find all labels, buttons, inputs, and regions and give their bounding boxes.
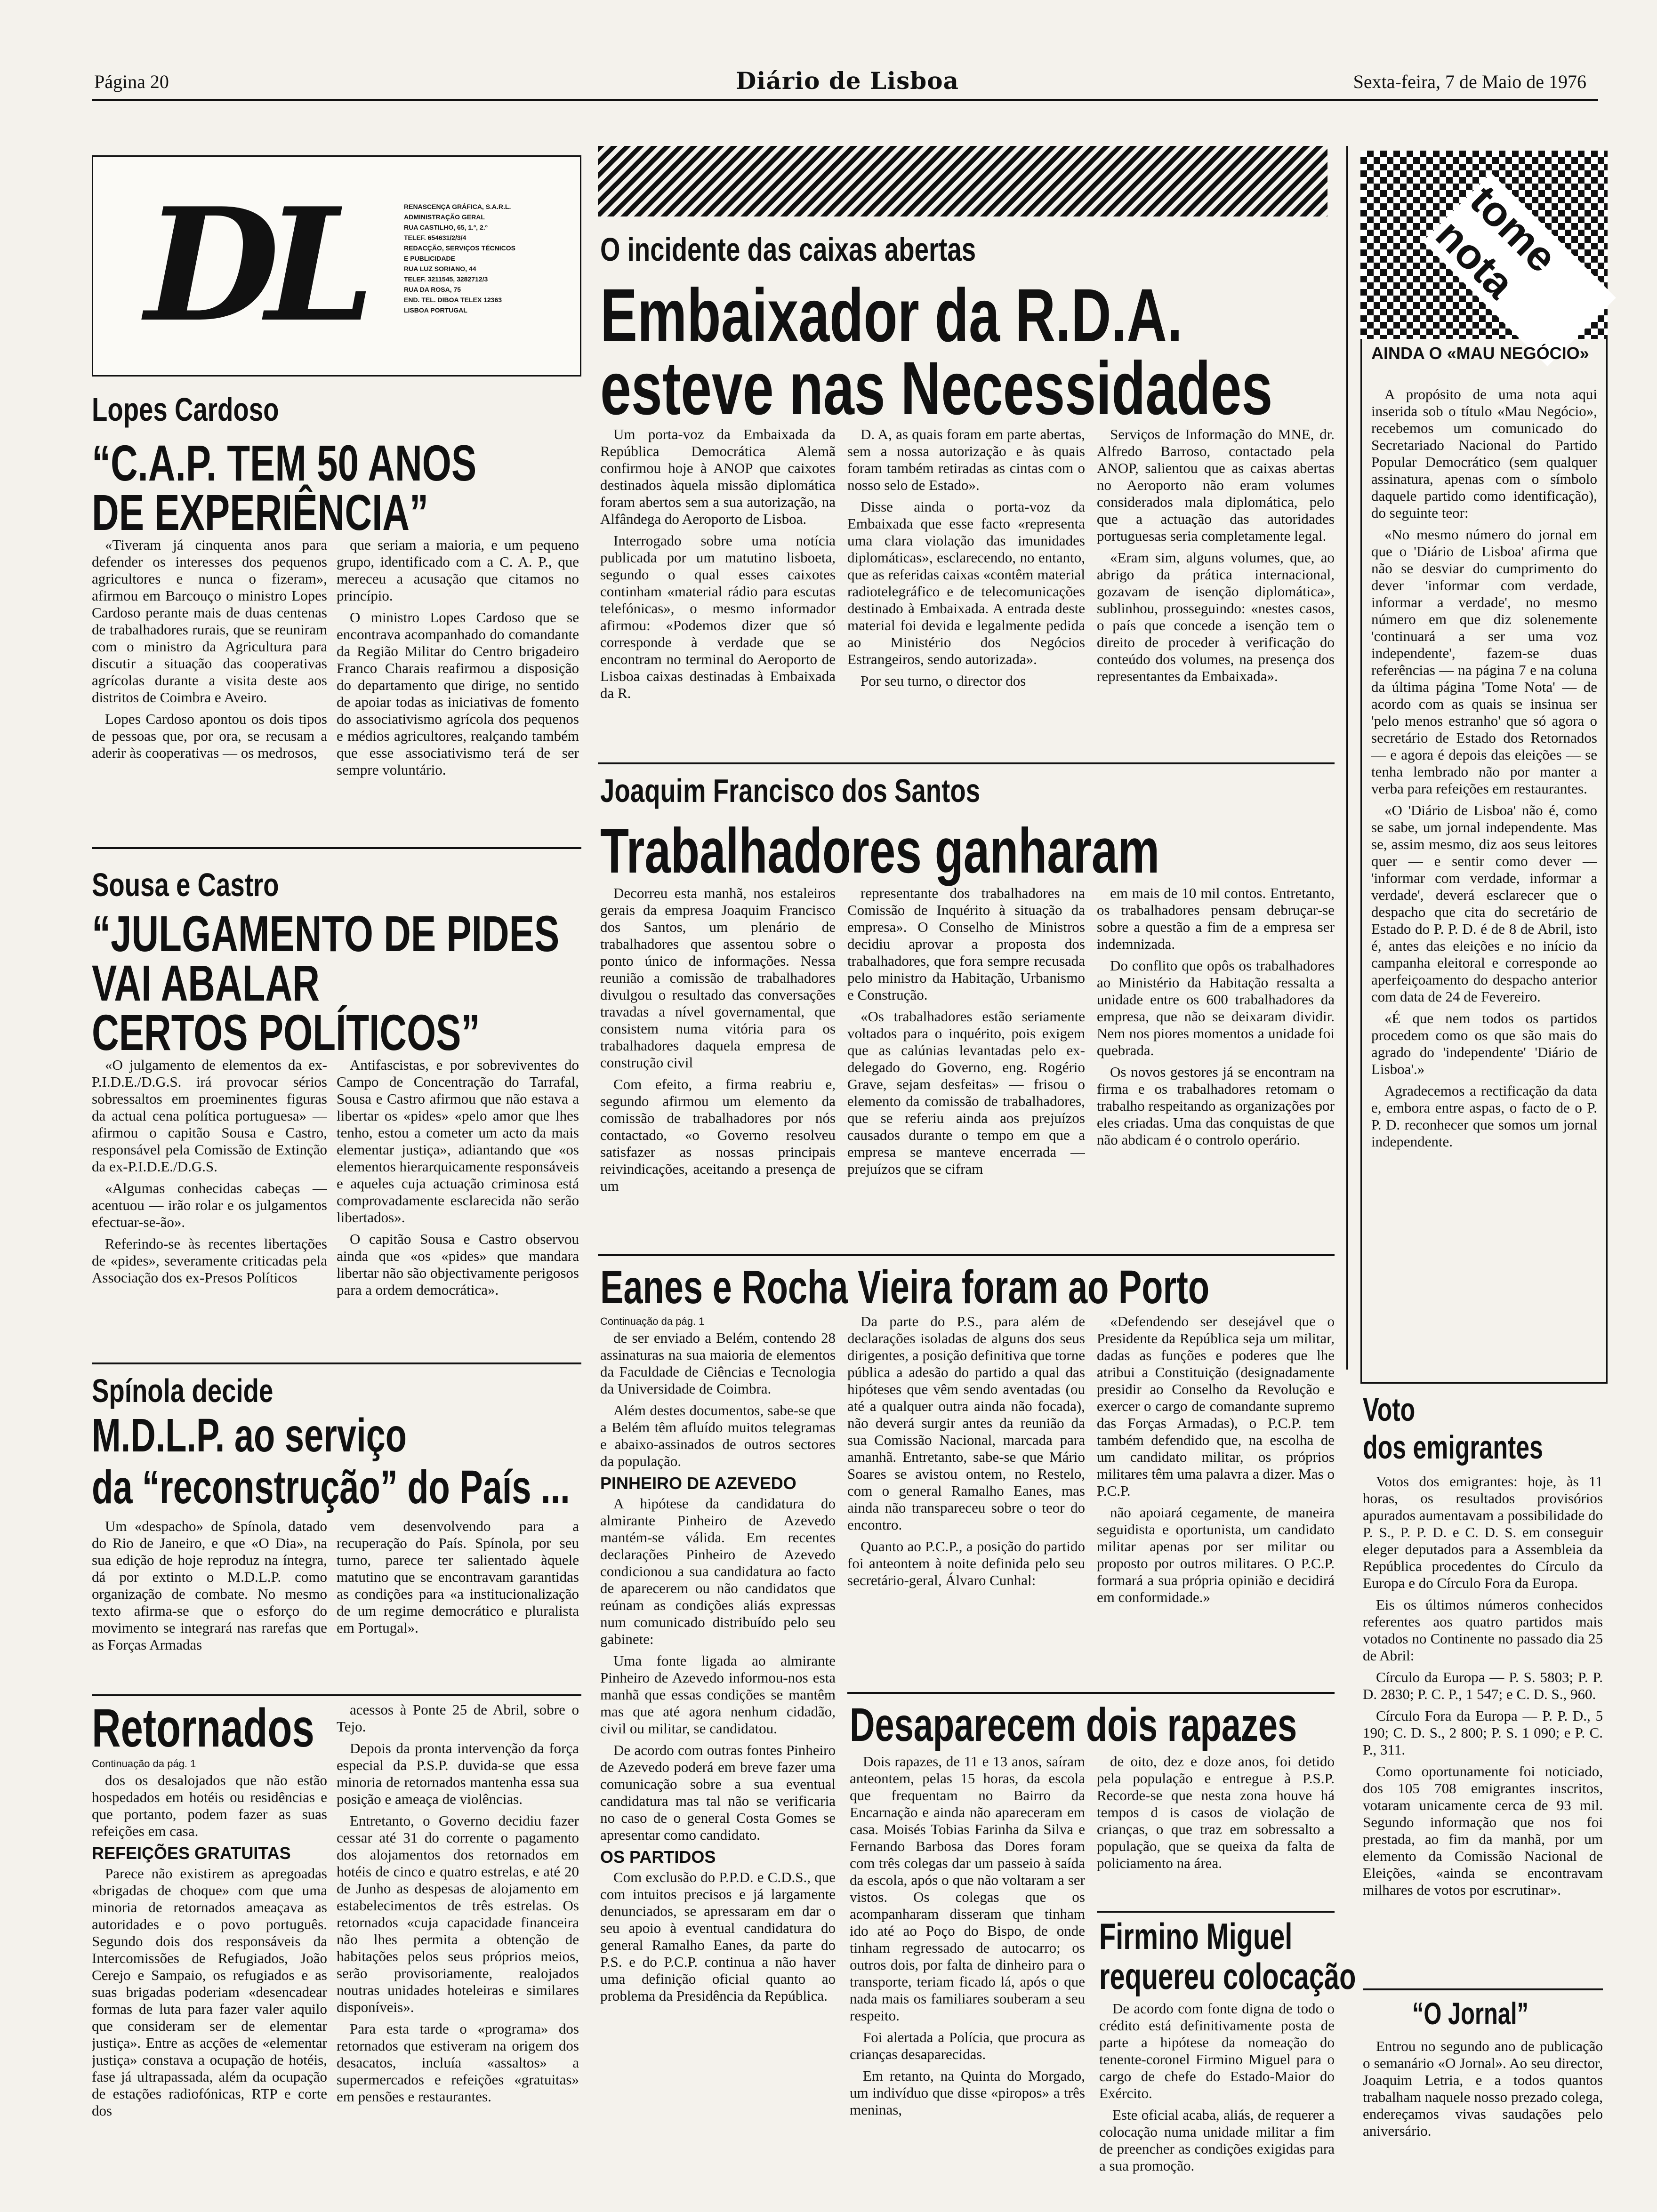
firmino-headline-1: Firmino Miguel (1099, 1915, 1293, 1957)
rda-col-2: D. A, as quais foram em parte abertas, sem a nossa autorização e às quais foram também retiradas as cintas com o nosso selo de Estado». Disse ainda o porta-voz da Embaixada que esse facto «representa uma clara violação das imunidades diplomáticas», esclarecendo, no entanto, que as referidas caixas «contêm material radiotelegráfico e de telecomunicações destinado à Embaixada. A entrada deste material foi devida e legalmente pedida ao Ministério dos Negócios Estrangeiros, sendo autorizada». Por seu turno, o director dos (847, 426, 1085, 689)
hatch-banner (598, 146, 1327, 216)
section-rule (1097, 1911, 1335, 1913)
section-rule (92, 1694, 581, 1696)
jfs-col-1: Decorreu esta manhã, nos estaleiros gerais da empresa Joaquim Francisco dos Santos, um plenário de trabalhadores que assentou sobre o ponto único de informações. Nessa reunião a comissão de trabalhadores divulgou o resultado das conversações travadas a nível governamental, que consistem numa vitória para os trabalhadores daquela empresa de construção civil Com efeito, a firma reabriu e, segundo afirmou um elemento da comissão de trabalhadores por nós contactado, «o Governo resolveu satisfazer as nossas principais reivindicações, aceitando a presença de um (600, 885, 836, 1194)
rda-headline-2: esteve nas Necessidades (600, 346, 1273, 430)
jornal-body: Entrou no segundo ano de publicação o semanário «O Jornal». Ao seu director, Joaquim Letria, e a todos quantos trabalham naquele nosso prezado colega, endereçamos vivas saudações pelo aniversário. (1363, 2038, 1603, 2139)
lopes-headline-1: “C.A.P. TEM 50 ANOS (92, 434, 477, 491)
rda-col-3: Serviços de Informação do MNE, dr. Alfredo Barroso, contactado pela ANOP, salientou que as caixas abertas no Aeroporto não eram volumes considerados mala diplomática, pelo que a actuação das autoridades portuguesas seria completamente legal. «Eram sim, alguns volumes, que, ao abrigo da prática internacional, gozavam de isenção diplomática», sublinhou, prosseguindo: «nestes casos, o país que concede a isenção tem o direito de proceder à verificação do conteúdo dos volumes, na presença dos representantes da Embaixada». (1097, 426, 1335, 684)
dl-box (92, 155, 581, 377)
section-rule (92, 1362, 581, 1364)
sousa-headline-3: CERTOS POLÍTICOS” (92, 1004, 480, 1061)
eanes-headline: Eanes e Rocha Vieira foram ao Porto (600, 1261, 1210, 1314)
jfs-kicker: Joaquim Francisco dos Santos (600, 772, 981, 809)
rda-kicker: O incidente das caixas abertas (600, 231, 976, 268)
spinola-headline-1: M.D.L.P. ao serviço (92, 1409, 407, 1462)
header-rule (92, 99, 1598, 101)
eanes-col-2: Da parte do P.S., para além de declarações isoladas de alguns dos seus dirigentes, a posição definitiva que torne pública a adesão do partido a qual das hipóteses que vêm sendo aventadas (ou até a qualquer outra ainda não focada), não deverá surgir antes da reunião da sua Comissão Nacional, marcada para amanhã. Entretanto, sabe-se que Mário Soares se avistou ontem, no Restelo, com o general Ramalho Eanes, mas ainda não transpareceu sobre o teor do encontro. Quanto ao P.C.P., a posição do partido foi anteontem à noite definida pelo seu secretário-geral, Álvaro Cunhal: (847, 1313, 1085, 1588)
rda-col-1: Um porta-voz da Embaixada da República Democrática Alemã confirmou hoje à ANOP que caixotes destinados àquela missão diplomática foram abertos sem a sua autorização, na Alfândega do Aeroporto de Lisboa. Interrogado sobre uma notícia publicada por um matutino lisboeta, segundo o qual esses caixotes continham «material rádio para escutas telefónicas», o mesmo informador afirmou: «Podemos dizer que só corresponde à verdade que se encontram no terminal do Aeroporto de Lisboa caixas destinadas à Embaixada da R. (600, 426, 836, 701)
sousa-kicker: Sousa e Castro (92, 866, 279, 903)
jfs-headline: Trabalhadores ganharam (600, 815, 1160, 886)
retornados-col-1: dos os desalojados que não estão hospedados em hotéis ou residências e que portanto, podem fazer as suas refeições em casa. REFEIÇÕES GRATUITAS Parece não existirem as apregoadas «brigadas de choque» com que uma minoria de retornados ameaçava as autoridades e o povo português. Segundo dois dos responsáveis da Intercomissões de Refugiados, João Cerejo e Sampaio, os refugiados e as suas brigadas poderiam «desencadear formas de luta para fazer valer aquilo que consideram ser de elementar justiça». Entre as acções de «elementar justiça» constava a ocupação de hotéis, fase já ultrapassada, além da ocupação de estações radiofónicas, RTP e corte dos (92, 1772, 327, 2119)
masthead: Diário de Lisboa (735, 67, 959, 95)
firmino-body: De acordo com fonte digna de todo o crédito está definitivamente posta de parte a hipótese da nomeação do tenente-coronel Firmino Miguel para o cargo de chefe do Estado-Maior do Exército. Este oficial acaba, aliás, de requerer a colocação numa unidade militar a fim de preencher as condições exigidas para a sua promoção. (1099, 2000, 1335, 2174)
spinola-headline-2: da “reconstrução” do País ... (92, 1461, 570, 1514)
sousa-headline-1: “JULGAMENTO DE PIDES (92, 905, 560, 962)
voto-headline-2: dos emigrantes (1363, 1429, 1543, 1466)
jornal-headline: “O Jornal” (1412, 1996, 1528, 2031)
lopes-col-2: que seriam a maioria, e um pequeno grupo, identificado com a C. A. P., que mereceu a acusação que citamos no princípio. O ministro Lopes Cardoso que se encontrava acompanhado do comandante da Região Militar do Centro brigadeiro Franco Charais reafirmou a disposição do departamento que dirige, no sentido de apoiar todas as iniciativas de fomento do associativismo agrícola dos pequenos e médios agricultores, realçando também que esse associativismo terá de ser sempre voluntário. (337, 537, 579, 778)
column-rule (1346, 146, 1348, 1370)
desaparecem-headline: Desaparecem dois rapazes (850, 1699, 1297, 1751)
sousa-col-2: Antifascistas, e por sobreviventes do Campo de Concentração do Tarrafal, Sousa e Castro afirmou que não estava a libertar os «pides» «pelo amor que lhes tenho, estou a cometer um acto da mais elementar justiça», adiantando que «os elementos hierarquicamente responsáveis e aqueles cuja actuação criminosa está comprovadamente esclarecida não serão libertados». O capitão Sousa e Castro observou ainda que «os «pides» que mandara libertar não são objectivamente perigosos para a ordem democrática». (337, 1057, 579, 1298)
desaparecem-col-1: Dois rapazes, de 11 e 13 anos, saíram anteontem, pelas 15 horas, da escola que frequentam no Bairro da Encarnação e ainda não apareceram em casa. Moisés Tobias Farinha da Silva e Fernando Barbosa das Dores foram com três colegas dar um passeio à saída da escola, após o que não voltaram a ser vistos. Os colegas que os acompanharam disseram que tinham ido até ao Poço do Bispo, de onde tinham regressado de autocarro; os outros dois, por falta de dinheiro para o transporte, teriam ficado lá, após o que nada mais os familiares souberam a seu respeito. Foi alertada a Polícia, que procura as crianças desaparecidas. Em retanto, na Quinta do Morgado, um indivíduo que disse «piropos» a três meninas, (850, 1753, 1085, 2118)
desaparecem-col-2: de oito, dez e doze anos, foi detido pela população e entregue à P.S.P. Recorde-se que nesta zona houve há tempos d is casos de violação de crianças, o que traz em sobressalto a população, que se queixa da falta de policiamento na área. (1097, 1753, 1335, 1871)
page-number: Página 20 (94, 71, 169, 92)
issue-date: Sexta-feira, 7 de Maio de 1976 (1353, 71, 1586, 92)
dl-logo: DL (145, 174, 361, 356)
lopes-headline-2: DE EXPERIÊNCIA” (92, 484, 428, 541)
section-rule (92, 847, 581, 849)
tome-nota-box (1360, 339, 1608, 1384)
retornados-headline: Retornados (92, 1698, 314, 1758)
retornados-col-2: acessos à Ponte 25 de Abril, sobre o Tejo. Depois da pronta intervenção da força especial da P.S.P. duvida-se que essa minoria de retornados mantenha essa sua posição e ameaça de violências. Entretanto, o Governo decidiu fazer cessar até 31 do corrente o pagamento dos alojamentos dos retornados em hotéis de cinco e quatro estrelas, e até 20 de Junho as despesas de alojamento em estabelecimentos de três estrelas. Os retornados «cuja capacidade financeira não lhes permita a obtenção de habitações pelos seus próprios meios, serão provisoriamente, realojados noutras unidades hoteleiras e similares disponíveis». Para esta tarde o «programa» dos retornados que estiveram na origem dos desacatos, incluía «assaltos» a supermercados e refeições «gratuitas» em pensões e restaurantes. (337, 1701, 579, 2105)
spinola-kicker: Spínola decide (92, 1372, 273, 1409)
rda-headline-1: Embaixador da R.D.A. (600, 273, 1182, 357)
eanes-col-1: de ser enviado a Belém, contendo 28 assinaturas na sua maioria de elementos da Faculdade de Ciências e Tecnologia da Universidade de Coimbra. Além destes documentos, sabe-se que a Belém têm afluído muitos telegramas e abaixo-assinados de outros sectores da população. PINHEIRO DE AZEVEDO A hipótese da candidatura do almirante Pinheiro de Azevedo mantém-se válida. Em recentes declarações Pinheiro de Azevedo condicionou a sua candidatura ao facto de aparecerem ou não candidatos que reúnam as condições aliás expressas num comunicado distribuído pelo seu gabinete: Uma fonte ligada ao almirante Pinheiro de Azevedo informou-nos esta manhã que essas condições se mantêm mas que até agora nenhum cidadão, civil ou militar, se candidatou. De acordo com outras fontes Pinheiro de Azevedo poderá em breve fazer uma comunicação sobre a sua eventual candidatura mas tal não se verificaria no caso de o general Costa Gomes se apresentar como candidato. OS PARTIDOS Com exclusão do P.P.D. e C.D.S., que com intuitos precisos e já largamente denunciados, se apressaram em dar o seu apoio à eventual candidatura do general Ramalho Eanes, da parte do P.S. e do P.C.P. continua a não haver uma definição oficial quanto ao problema da Presidência da República. (600, 1330, 836, 2004)
dl-address: RENASCENÇA GRÁFICA, S.A.R.L. ADMINISTRAÇÃO GERAL RUA CASTILHO, 65, 1.º, 2.º TELEF. 654631/2/3/4 REDACÇÃO, SERVIÇOS TÉCNICOS E PUBLICIDADE RUA LUZ SORIANO, 44 TELEF. 3211545, 3282712/3 RUA DA ROSA, 75 END. TEL. DIBOA TELEX 12363 LISBOA PORTUGAL (404, 203, 515, 314)
tome-nota-body: A propósito de uma nota aqui inserida sob o título «Mau Negócio», recebemos um comunicado do Secretariado Nacional do Partido Popular Democrático (sem qualquer assinatura, apenas com o símbolo daquele partido como identificação), do seguinte teor: «No mesmo número do jornal em que o 'Diário de Lisboa' afirma que não se desviar do cumprimento do dever 'informar com verdade, informar a verdade', no mesmo número em que diz solenemente 'continuará a ser uma voz independente', fazem-se duas referências — na página 7 e na coluna da última página 'Tome Nota' — de acordo com as quais se insinua ser 'pelo menos estranho' que só agora o secretário de Estado dos Retornados — e agora é depois das eleições — se tenha lembrado não por manter a verba para refeições em restaurantes. «O 'Diário de Lisboa' não é, como se sabe, um jornal independente. Mas se, assim mesmo, diz aos seus leitores quer — e sentir como dever — 'informar com verdade, informar a verdade', deverá esclarecer que o despacho que cita do secretário de Estado do P. P. D. é de 8 de Abril, isto é, antes das eleições e no início da campanha eleitoral e corresponde ao aperfeiçoamento do despacho anterior com data de 24 de Fevereiro. «É que nem todos os partidos procedem como os que são mais do agrado do 'independente' 'Diário de Lisboa'.» Agradecemos a rectificação da data e, embora entre aspas, o facto de o P. P. D. reconhecer que somos um jornal independente. (1371, 386, 1597, 1150)
section-rule (1363, 1988, 1603, 1990)
jfs-col-3: em mais de 10 mil contos. Entretanto, os trabalhadores pensam debruçar-se sobre a questão a fim de a empresa ser indemnizada. Do conflito que opôs os trabalhadores ao Ministério da Habitação ressalta a unidade entre os 600 trabalhadores da empresa, que não se deixaram dividir. Nem nos piores momentos a unidade foi quebrada. Os novos gestores já se encontram na firma e os trabalhadores retomam o trabalho respeitando as organizações por eles criadas. Uma das conquistas de que não abdicam é o controlo operário. (1097, 885, 1335, 1148)
eanes-col-3: «Defendendo ser desejável que o Presidente da República seja um militar, dadas as funções e poderes que lhe atribui a Constituição (designadamente presidir ao Conselho da Revolução e exercer o cargo de comandante supremo das Forças Armadas), o P.C.P. tem também defendido que, na escolha de um candidato militar, os próprios militares têm uma palavra a dizer. Mas o P.C.P. não apoiará cegamente, de maneira seguidista e oportunista, um candidato militar apenas por ser militar ou proposto por outros militares. O P.C.P. formará a sua própria opinião e decidirá em conformidade.» (1097, 1313, 1335, 1605)
tome-nota-title: AINDA O «MAU NEGÓCIO» (1371, 344, 1589, 363)
lopes-col-1: «Tiveram já cinquenta anos para defender os interesses dos pequenos agricultores e nunca o fizeram», afirmou em Barcouço o ministro Lopes Cardoso perante mais de duas centenas de trabalhadores rurais, que se reuniram com o ministro da Agricultura para discutir a situação das cooperativas agrícolas durante a visita deste aos distritos de Coimbra e Aveiro. Lopes Cardoso apontou os dois tipos de pessoas que, por ora, se recusam a aderir às cooperativas — os medrosos, (92, 537, 327, 761)
spinola-col-1: Um «despacho» de Spínola, datado do Rio de Janeiro, e que «O Dia», na sua edição de hoje reproduz na íntegra, dá por extinto o M.D.L.P. como organização de combate. No mesmo texto afirma-se que o esforço do movimento se integrará nas rarefas que as Forças Armadas (92, 1518, 327, 1653)
tome-nota-badge (1360, 151, 1608, 339)
section-rule (847, 1692, 1335, 1694)
spinola-col-2: vem desenvolvendo para a recuperação do País. Spínola, por seu turno, parece ter salientado àquele matutino que se encontravam garantidas as condições para «a institucionalização de um regime democrático e pluralista em Portugal». (337, 1518, 579, 1636)
firmino-headline-2: requereu colocação (1099, 1956, 1356, 1997)
section-rule (598, 762, 1335, 764)
jfs-col-2: representante dos trabalhadores na Comissão de Inquérito à situação da empresa». O Conselho de Ministros decidiu aprovar a proposta dos trabalhadores, que fora sempre recusada pelo ministro da Habitação, Urbanismo e Construção. «Os trabalhadores estão seriamente voltados para o inquérito, pois exigem que as calúnias levantadas pelo ex-delegado do Governo, eng. Rogério Grave, sejam desfeitas» — frisou o elemento da comissão de trabalhadores, que se referiu ainda aos prejuízos causados durante o tempo em que a empresa se manteve encerrada — prejuízos que se cifram (847, 885, 1085, 1177)
eanes-continuation: Continuação da pág. 1 (600, 1315, 705, 1327)
lopes-kicker: Lopes Cardoso (92, 391, 279, 428)
sousa-headline-2: VAI ABALAR (92, 954, 320, 1011)
tome-nota-label: tome nota (1423, 173, 1616, 367)
retornados-continuation: Continuação da pág. 1 (92, 1758, 196, 1770)
sousa-col-1: «O julgamento de elementos da ex-P.I.D.E./D.G.S. irá provocar sérios sobressaltos em proeminentes figuras da actual cena política portuguesa» — afirmou o capitão Sousa e Castro, responsável pela Comissão de Extinção da ex-P.I.D.E./D.G.S. «Algumas conhecidas cabeças — acentuou — irão rolar e os julgamentos efectuar-se-ão». Referindo-se às recentes libertações de «pides», severamente criticadas pela Associação dos ex-Presos Políticos (92, 1057, 327, 1286)
section-rule (598, 1254, 1335, 1256)
voto-headline-1: Voto (1363, 1391, 1416, 1428)
voto-body: Votos dos emigrantes: hoje, às 11 horas, os resultados provisórios apurados aumentavam a possibilidade do P. S., P. P. D. e C. D. S. em conseguir eleger deputados para a Assembleia da República procedentes do Círculo da Europa e do Círculo Fora da Europa. Eis os últimos números conhecidos referentes aos quatro partidos mais votados no Continente no passado dia 25 de Abril: Círculo da Europa — P. S. 5803; P. P. D. 2830; P. C. P., 1 547; e C. D. S., 960. Círculo Fora da Europa — P. P. D., 5 190; C. D. S., 2 800; P. S. 1 090; e P. C. P., 311. Como oportunamente foi noticiado, dos 105 708 emigrantes inscritos, votaram unicamente cerca de 93 mil. Segundo informação que nos foi prestada, ao fim da manhã, por um elemento da Comissão Nacional de Eleições, «ainda se encontravam milhares de votos por escrutinar». (1363, 1473, 1603, 1898)
